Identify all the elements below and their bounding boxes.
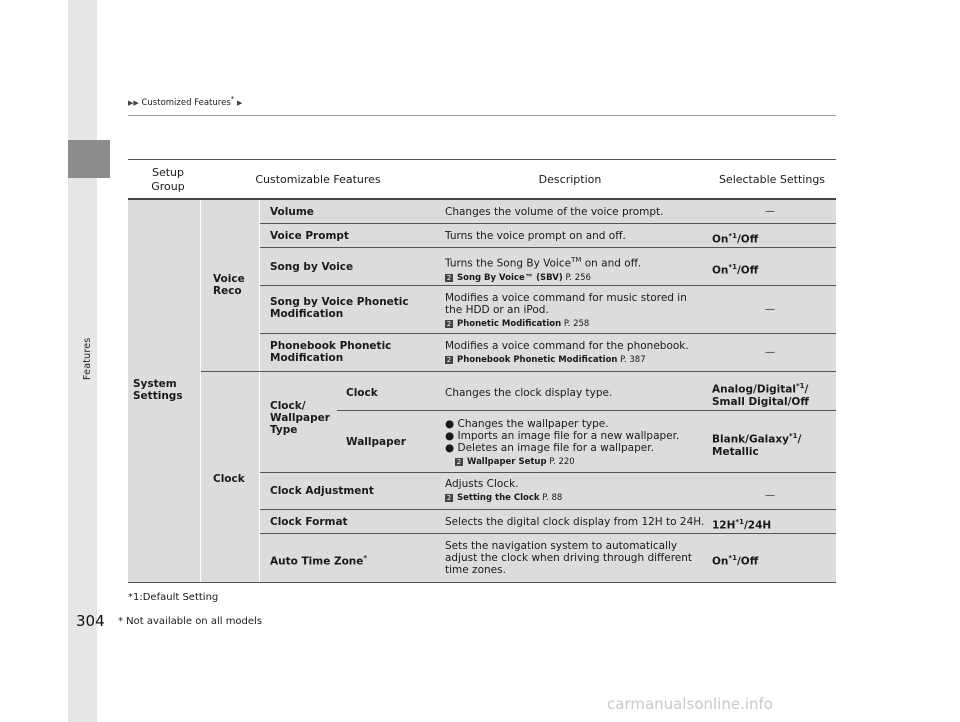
feature-auto-time-zone: Auto Time Zone* (270, 554, 368, 568)
feature-volume: Volume (270, 206, 314, 218)
column-separator (259, 200, 260, 582)
setting-clock-format: $12H^{*1}/24H$ (712, 518, 772, 532)
description-clock-format: Selects the digital clock display from 12H to 24H. (445, 516, 705, 528)
row-separator (260, 247, 836, 248)
reference-arrow-icon: 2 (446, 320, 452, 328)
reference-link[interactable]: 2 Wallpaper Setup P. 220 (456, 457, 575, 467)
reference-link[interactable]: 2 Setting the Clock P. 88 (446, 493, 563, 503)
breadcrumb-arrow-icon: ▶ (236, 98, 243, 107)
description-volume: Changes the volume of the voice prompt. (445, 206, 664, 218)
breadcrumb[interactable]: ▶▶ Customized Features* ▶ (128, 95, 243, 108)
row-separator (260, 223, 836, 224)
description-song-by-voice-phonetic: Modifies a voice command for music stored in the HDD or an iPod. 2 Phonetic Modification P. 258 (445, 292, 687, 329)
top-divider (128, 115, 836, 116)
description-auto-time-zone: Sets the navigation system to automatically adjust the clock when driving through different time zones. (445, 540, 693, 576)
description-wallpaper (445, 418, 679, 468)
header-selectable-settings: Selectable Settings (718, 173, 826, 186)
subgroup-clock-wallpaper-type: Clock/ Wallpaper Type (270, 400, 330, 436)
feature-song-by-voice: Song by Voice (270, 261, 354, 273)
setting-auto-time-zone: On$^{*1}$/Off (712, 554, 759, 568)
feature-clock-format: Clock Format (270, 516, 348, 528)
description-phonebook-phonetic: Modifies a voice command for the phonebook. 2 Phonebook Phonetic Modification P. 387 (445, 340, 689, 365)
setting-wallpaper: Blank/Galaxy$^{*1}$/ Metallic (712, 432, 802, 458)
page-number: 304 (76, 612, 105, 630)
header-customizable-features: Customizable Features (255, 173, 381, 186)
breadcrumb-arrow-icon: ▶▶ (128, 98, 139, 107)
subgroup-voice-reco: Voice Reco (213, 273, 245, 297)
reference-link[interactable]: 2 Phonetic Modification P. 258 (446, 319, 590, 329)
row-separator (260, 333, 836, 334)
row-separator (260, 472, 836, 473)
feature-song-by-voice-phonetic: Song by Voice Phonetic Modification (270, 296, 409, 320)
row-separator (337, 410, 836, 411)
feature-clock: Clock (346, 387, 378, 399)
reference-arrow-icon: 2 (446, 494, 452, 502)
header-description: Description (538, 173, 602, 186)
sidebar-tab-marker (68, 140, 110, 178)
subgroup-clock: Clock (213, 473, 245, 485)
reference-arrow-icon: 2 (446, 356, 452, 364)
reference-arrow-icon: 2 (456, 458, 462, 466)
description-clock: Changes the clock display type. (445, 387, 613, 399)
default-setting-footnote: *1:Default Setting (128, 592, 219, 603)
sidebar-section-label: Features (82, 337, 93, 380)
reference-link[interactable]: 2 Phonebook Phonetic Modification P. 387 (446, 355, 646, 365)
column-separator (200, 200, 201, 582)
feature-clock-adjustment: Clock Adjustment (270, 485, 374, 497)
setting-phonebook-phonetic: — (765, 347, 775, 358)
table-header-top-rule (128, 159, 836, 160)
not-available-note: * Not available on all models (118, 616, 263, 627)
setting-volume: — (765, 206, 775, 217)
reference-link[interactable]: 2 Song By Voice™ (SBV) P. 256 (446, 272, 591, 283)
description-clock-adjustment: Adjusts Clock. 2 Setting the Clock P. 88 (445, 478, 563, 503)
list-item: ● Changes the wallpaper type. (445, 418, 609, 430)
list-item: ● Imports an image file for a new wallpaper. (445, 430, 680, 442)
feature-wallpaper: Wallpaper (346, 436, 406, 448)
description-song-by-voice: Turns the Song By Voice™ on and off. 2 Song By Voice™ (SBV) P. 256 (445, 256, 642, 283)
row-separator (260, 533, 836, 534)
setting-clock-adjustment: — (765, 490, 775, 501)
feature-phonebook-phonetic: Phonebook Phonetic Modification (270, 340, 392, 364)
setting-voice-prompt: On$^{*1}$/Off (712, 232, 759, 246)
row-separator (260, 509, 836, 510)
group-system-settings: System Settings (133, 378, 183, 402)
table-bottom-rule (128, 582, 836, 583)
list-item: ● Deletes an image file for a wallpaper. (445, 442, 654, 454)
description-voice-prompt: Turns the voice prompt on and off. (445, 230, 626, 242)
setting-song-by-voice-phonetic: — (765, 304, 775, 315)
feature-voice-prompt: Voice Prompt (270, 230, 349, 242)
setting-song-by-voice: On$^{*1}$/Off (712, 263, 759, 277)
row-separator (201, 371, 836, 372)
reference-arrow-icon: 2 (446, 273, 452, 282)
watermark: carmanualsonline.info (607, 695, 773, 713)
header-setup-group: Setup Group (151, 166, 185, 193)
row-separator (260, 285, 836, 286)
setting-clock: Analog/Digital$^{*1}$/ Small Digital/Off (712, 382, 809, 408)
